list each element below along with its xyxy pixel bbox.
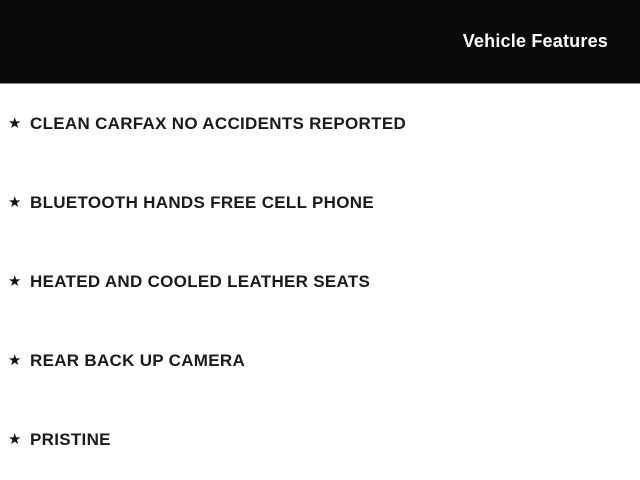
feature-list (0, 84, 640, 479)
header (0, 0, 640, 84)
feature-label: PRISTINE (30, 429, 111, 449)
feature-label: HEATED AND COOLED LEATHER SEATS (30, 271, 371, 291)
list-item (8, 321, 640, 400)
list-item (8, 163, 640, 242)
feature-label: CLEAN CARFAX NO ACCIDENTS REPORTED (30, 113, 407, 133)
list-item (8, 242, 640, 321)
list-item (8, 400, 640, 479)
star-icon: ★ (8, 273, 22, 290)
feature-label: BLUETOOTH HANDS FREE CELL PHONE (30, 192, 374, 212)
star-icon: ★ (8, 352, 22, 369)
star-icon: ★ (8, 431, 22, 448)
list-item (8, 84, 640, 163)
star-icon: ★ (8, 115, 22, 132)
star-icon: ★ (8, 194, 22, 211)
page-title: Vehicle Features (462, 31, 608, 51)
feature-label: REAR BACK UP CAMERA (30, 350, 246, 370)
